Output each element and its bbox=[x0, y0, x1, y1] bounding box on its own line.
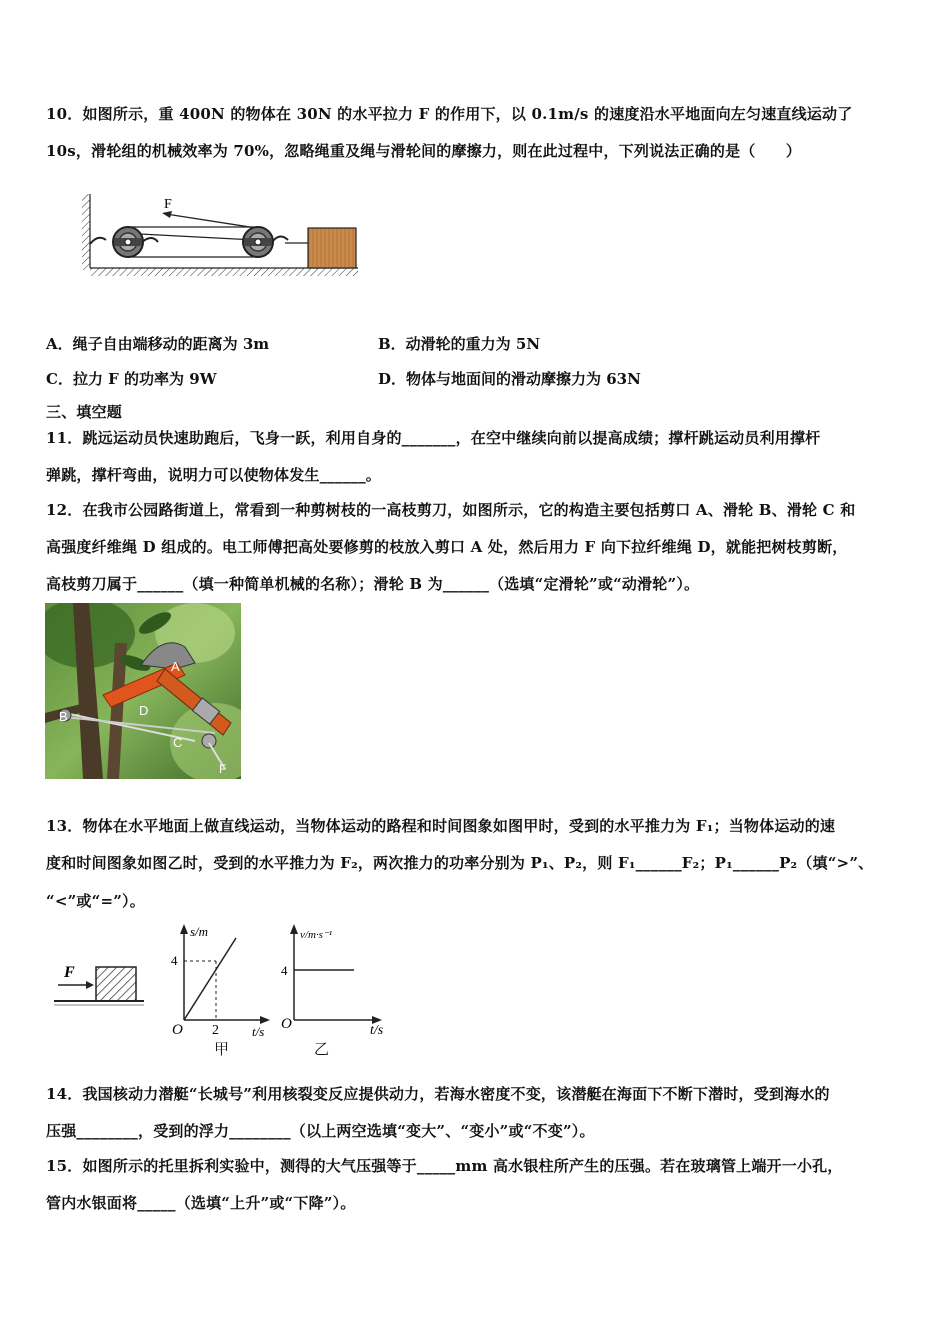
graph-jia-xtick: 2 bbox=[212, 1023, 219, 1038]
q12-line-3: 高枝剪刀属于______（填一种简单机械的名称）；滑轮 B 为______（选填“定滑轮”或“动滑轮”）。 bbox=[46, 575, 700, 593]
push-force-label: F bbox=[64, 964, 75, 981]
q13-line-2: 度和时间图象如图乙时，受到的水平推力为 F₂，两次推力的功率分别为 P₁、P₂，则 F₁______F₂；P₁______P₂（填“>”、 bbox=[46, 854, 874, 872]
graph-yi-v-t bbox=[278, 920, 390, 1040]
pruning-shears-photo bbox=[45, 603, 241, 779]
graph-yi-origin: O bbox=[281, 1016, 292, 1032]
q10-line-2: 10s，滑轮组的机械效率为 70%，忽略绳重及绳与滑轮间的摩擦力，则在此过程中，下列说法正确的是（ ） bbox=[46, 142, 802, 160]
graph-jia-origin: O bbox=[172, 1022, 183, 1038]
q13-line-1: 13．物体在水平地面上做直线运动，当物体运动的路程和时间图象如图甲时，受到的水平推力为 F₁；当物体运动的速 bbox=[46, 817, 836, 835]
movable-pulley bbox=[243, 227, 273, 257]
photo-label-C: C bbox=[173, 735, 183, 750]
graph-jia-caption: 甲 bbox=[214, 1040, 230, 1058]
graph-yi-ylabel: v/m·s⁻¹ bbox=[300, 929, 333, 941]
graph-yi-ytick: 4 bbox=[281, 963, 288, 978]
photo-label-F: F bbox=[219, 762, 227, 776]
graph-jia-s-t bbox=[168, 920, 272, 1040]
q11-line-2: 弹跳，撑杆弯曲，说明力可以使物体发生______。 bbox=[46, 466, 382, 484]
wall bbox=[82, 194, 90, 270]
q15-line-2: 管内水银面将_____（选填“上升”或“下降”）。 bbox=[46, 1194, 356, 1212]
q15-line-1: 15．如图所示的托里拆利实验中，测得的大气压强等于_____mm 高水银柱所产生的压强。若在玻璃管上端开一小孔， bbox=[46, 1157, 843, 1175]
photo-label-B: B bbox=[59, 709, 68, 724]
q13-line-3: “<”或“=”）。 bbox=[46, 892, 145, 910]
pulley-system-figure bbox=[80, 188, 365, 280]
wooden-block bbox=[308, 228, 356, 268]
q12-line-1: 12．在我市公园路街道上，常看到一种剪树枝的一高枝剪刀，如图所示，它的构造主要包括剪口 A、滑轮 B、滑轮 C 和 bbox=[46, 501, 856, 519]
q14-line-2: 压强________，受到的浮力________（以上两空选填“变大”、“变小”或“不变”）。 bbox=[46, 1122, 595, 1140]
graph-yi-caption: 乙 bbox=[314, 1040, 330, 1058]
photo-label-D: D bbox=[139, 703, 149, 718]
photo-label-A: A bbox=[171, 659, 180, 674]
q10-option-c[interactable]: C．拉力 F 的功率为 9W bbox=[46, 370, 217, 388]
q11-line-1: 11．跳远运动员快速助跑后，飞身一跃，利用自身的_______，在空中继续向前以提高成绩；撑杆跳运动员利用撑杆 bbox=[46, 429, 821, 447]
graph-jia-ytick: 4 bbox=[171, 953, 178, 968]
ground bbox=[90, 268, 358, 276]
graph-jia-line bbox=[184, 938, 236, 1020]
q10-option-b[interactable]: B．动滑轮的重力为 5N bbox=[378, 335, 541, 353]
q10-option-d[interactable]: D．物体与地面间的滑动摩擦力为 63N bbox=[378, 370, 641, 388]
pushed-block-figure bbox=[52, 955, 172, 1015]
graph-jia-ylabel: s/m bbox=[190, 924, 209, 939]
fixed-pulley bbox=[113, 227, 143, 257]
q14-line-1: 14．我国核动力潜艇“长城号”利用核裂变反应提供动力，若海水密度不变，该潜艇在海面下不断下潜时，受到海水的 bbox=[46, 1085, 830, 1103]
q12-line-2: 高强度纤维绳 D 组成的。电工师傅把高处要修剪的枝放入剪口 A 处，然后用力 F 向下拉纤维绳 D，就能把树枝剪断， bbox=[46, 538, 848, 556]
graph-jia-xlabel: t/s bbox=[252, 1024, 265, 1039]
force-label-F: F bbox=[164, 197, 172, 212]
section-title: 三、填空题 bbox=[46, 403, 123, 421]
q10-option-a[interactable]: A．绳子自由端移动的距离为 3m bbox=[46, 335, 270, 353]
q10-line-1: 10．如图所示，重 400N 的物体在 30N 的水平拉力 F 的作用下，以 0.1m/s 的速度沿水平地面向左匀速直线运动了 bbox=[46, 105, 853, 123]
graph-yi-xlabel: t/s bbox=[370, 1023, 384, 1038]
